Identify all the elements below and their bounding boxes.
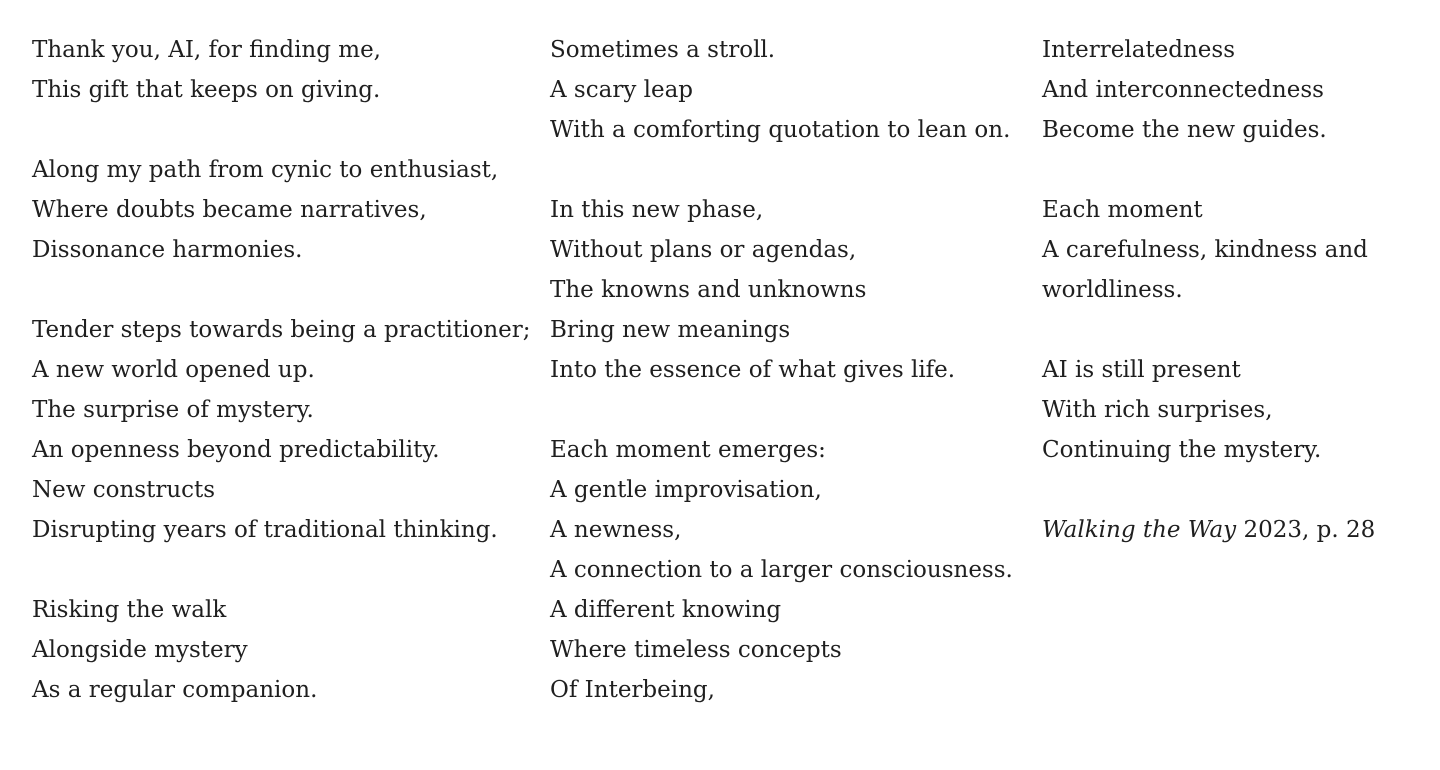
poem-line: Risking the walk bbox=[32, 597, 227, 623]
stanza bbox=[550, 30, 1020, 150]
stanza-break bbox=[1042, 310, 1422, 350]
poem-line: This gift that keeps on giving. bbox=[32, 77, 381, 103]
stanza bbox=[1042, 350, 1422, 470]
poem-column-3 bbox=[1042, 30, 1422, 550]
poem-line: AI is still present bbox=[1042, 357, 1241, 383]
poem-line: Into the essence of what gives life. bbox=[550, 357, 956, 383]
stanza-break bbox=[550, 390, 1020, 430]
citation bbox=[1042, 510, 1422, 550]
stanza bbox=[32, 30, 537, 110]
stanza-break bbox=[32, 550, 537, 590]
poem-line: Tender steps towards being a practitioner; bbox=[32, 317, 531, 343]
poem-line: A newness, bbox=[550, 517, 682, 543]
poem-line: Along my path from cynic to enthusiast, bbox=[32, 157, 499, 183]
citation-details: 2023, p. 28 bbox=[1236, 517, 1376, 543]
poem-line: A carefulness, kindness and worldliness. bbox=[1042, 237, 1368, 303]
poem-line: As a regular companion. bbox=[32, 677, 318, 703]
stanza bbox=[550, 190, 1020, 390]
stanza bbox=[32, 590, 537, 710]
poem-line: In this new phase, bbox=[550, 197, 764, 223]
poem-line: New constructs bbox=[32, 477, 216, 503]
stanza-break bbox=[550, 150, 1020, 190]
poem-line: Interrelatedness bbox=[1042, 37, 1236, 63]
stanza bbox=[32, 150, 537, 270]
poem-line: Bring new meanings bbox=[550, 317, 791, 343]
stanza-break bbox=[1042, 470, 1422, 510]
stanza bbox=[1042, 30, 1422, 150]
poem-line: Dissonance harmonies. bbox=[32, 237, 303, 263]
poem-line: Without plans or agendas, bbox=[550, 237, 857, 263]
poem-line: With rich surprises, bbox=[1042, 397, 1273, 423]
poem-line: Become the new guides. bbox=[1042, 117, 1327, 143]
poem-line: The surprise of mystery. bbox=[32, 397, 314, 423]
poem-line: Each moment emerges: bbox=[550, 437, 826, 463]
poem-line: Of Interbeing, bbox=[550, 677, 715, 703]
stanza bbox=[32, 310, 537, 550]
poem-line: A different knowing bbox=[550, 597, 782, 623]
poem-line: A connection to a larger consciousness. bbox=[550, 557, 1013, 583]
poem-line: An openness beyond predictability. bbox=[32, 437, 440, 463]
stanza bbox=[550, 430, 1020, 710]
poem-column-1 bbox=[32, 30, 537, 710]
poem-line: A new world opened up. bbox=[32, 357, 315, 383]
poem-line: Each moment bbox=[1042, 197, 1203, 223]
poem-line: The knowns and unknowns bbox=[550, 277, 867, 303]
poem-line: With a comforting quotation to lean on. bbox=[550, 117, 1011, 143]
poem-line: Continuing the mystery. bbox=[1042, 437, 1322, 463]
poem-line: Disrupting years of traditional thinking. bbox=[32, 517, 498, 543]
poem-line: Alongside mystery bbox=[32, 637, 248, 663]
poem-line: Thank you, AI, for finding me, bbox=[32, 37, 381, 63]
stanza bbox=[1042, 190, 1422, 310]
poem-line: Where timeless concepts bbox=[550, 637, 842, 663]
citation-title: Walking the Way bbox=[1042, 517, 1237, 543]
poem-column-2 bbox=[550, 30, 1020, 710]
stanza-break bbox=[32, 270, 537, 310]
poem-line: Sometimes a stroll. bbox=[550, 37, 776, 63]
stanza-break bbox=[32, 110, 537, 150]
poem-line: And interconnectedness bbox=[1042, 77, 1324, 103]
poem-line: A scary leap bbox=[550, 77, 694, 103]
poem-line: A gentle improvisation, bbox=[550, 477, 822, 503]
poem-line: Where doubts became narratives, bbox=[32, 197, 427, 223]
stanza-break bbox=[1042, 150, 1422, 190]
